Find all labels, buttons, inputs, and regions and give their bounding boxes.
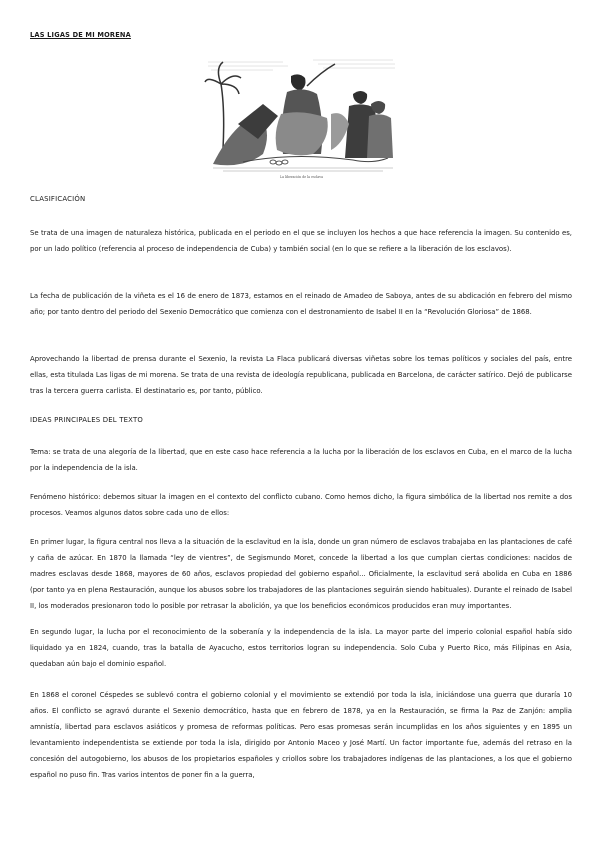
section-heading-ideas: IDEAS PRINCIPALES DEL TEXTO — [30, 416, 144, 424]
paragraph-text: La fecha de publicación de la viñeta es el 16 de enero de 1873, estamos en el reinado de Amadeo de Saboya, antes de su abdicación en febrero del mismo año; por tanto dentro del periodo del Sexenio Democrático que comienza con el destronamiento de Isabel II en la “Revolución Gloriosa” de 1868. — [30, 292, 572, 316]
paragraph-3 — [30, 351, 572, 399]
paragraph-text: Se trata de una imagen de naturaleza histórica, publicada en el periodo en el que se incluyen los hechos a que hace referencia la imagen. Su contenido es, por un lado político (referencia al proceso de independencia de Cuba) y también social (en lo que se refiere a la liberación de los esclavos). — [30, 229, 572, 253]
engraving-caption: La liberación de la esclava — [279, 175, 324, 179]
paragraph-5 — [30, 489, 572, 521]
paragraph-text: En 1868 el coronel Céspedes se sublevó contra el gobierno colonial y el movimiento se extendió por toda la isla, iniciándose una guerra que duraría 10 años. El conflicto se agravó durante el Sexenio democrático, hasta que en febrero de 1878, ya en la Restauración, se firma la Paz de Zanjón: amplia amnistía, libertad para esclavos asiáticos y promesa de reformas políticas. Pero esas promesas serán incumplidas en los años siguientes y en 1895 un levantamiento independentista se extiende por toda la isla, dirigido por Antonio Maceo y José Martí. Un factor importante fue, además del retraso en la concesión del autogobierno, los abusos de los propietarios españoles y criollos sobre los trabajadores indígenas de las plantaciones, a los que el gobierno español no puso fin. Tras varios intentos de poner fin a la guerra, — [30, 691, 572, 779]
paragraph-text: En primer lugar, la figura central nos lleva a la situación de la esclavitud en la isla, donde un gran número de esclavos trabajaba en las plantaciones de café y caña de azúcar. En 1870 la llamada “ley de vientres”, de Segismundo Moret, concede la libertad a los que cumplan ciertas condiciones: nacidos de madres esclavas desde 1868, mayores de 60 años, esclavos propiedad del gobierno español... Oficialmente, la esclavitud será abolida en Cuba en 1886 (por tanto ya en plena Restauración, aunque los abusos sobre los trabajadores de las plantaciones seguirán siendo habituales). Durante el reinado de Isabel II, los moderados presionaron todo lo posible por retrasar la abolición, ya que los beneficios económicos producidos eran muy importantes. — [30, 538, 572, 610]
paragraph-8 — [30, 687, 572, 783]
paragraph-text: Fenómeno histórico: debemos situar la imagen en el contexto del conflicto cubano. Como hemos dicho, la figura simbólica de la libertad nos remite a dos procesos. Veamos algunos datos sobre cada uno de ellos: — [30, 493, 572, 517]
paragraph-6 — [30, 534, 572, 614]
engraving-image — [203, 54, 400, 182]
paragraph-text: Tema: se trata de una alegoría de la libertad, que en este caso hace referencia a la lucha por la liberación de los esclavos en Cuba, en el marco de la lucha por la independencia de la isla. — [30, 448, 572, 472]
paragraph-text: En segundo lugar, la lucha por el reconocimiento de la soberanía y la independencia de la isla. La mayor parte del imperio colonial español había sido liquidado ya en 1824, cuando, tras la batalla de Ayacucho, estos territorios logran su independencia. Solo Cuba y Puerto Rico, más Filipinas en Asia, quedaban aún bajo el dominio español. — [30, 628, 572, 668]
document-title: LAS LIGAS DE MI MORENA — [30, 31, 131, 39]
paragraph-1 — [30, 225, 572, 257]
paragraph-4 — [30, 444, 572, 476]
engraving-illustration — [203, 54, 400, 182]
section-heading-clasificacion: CLASIFICACIÓN — [30, 195, 86, 203]
paragraph-7 — [30, 624, 572, 672]
paragraph-text: Aprovechando la libertad de prensa durante el Sexenio, la revista La Flaca publicará diversas viñetas sobre los temas políticos y sociales del país, entre ellas, esta titulada Las ligas de mi morena. Se trata de una revista de ideología republicana, publicada en Barcelona, de carácter satírico. Dejó de publicarse tras la tercera guerra carlista. El destinatario es, por tanto, público. — [30, 355, 572, 395]
paragraph-2 — [30, 288, 572, 320]
